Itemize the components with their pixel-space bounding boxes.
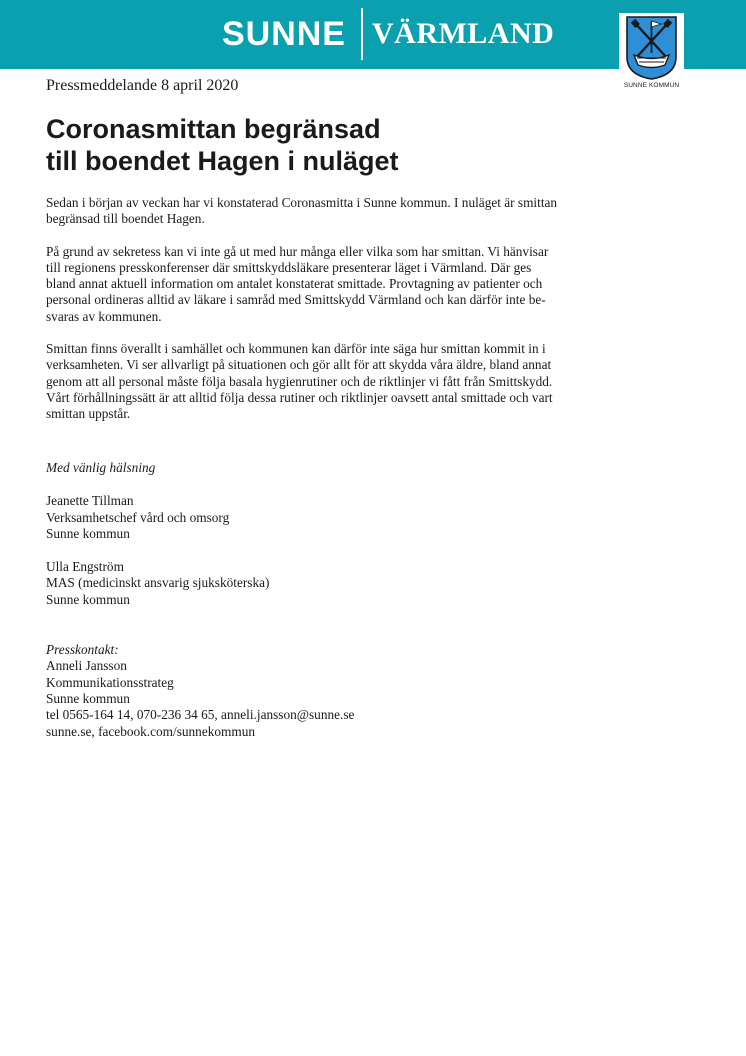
text-line: personal ordineras alltid av läkare i samråd med Smittskydd Värmland och kan därför inte be- bbox=[46, 292, 546, 308]
text-line: svaras av kommunen. bbox=[46, 308, 162, 324]
contact-name: Anneli Jansson bbox=[46, 658, 127, 674]
signatory-name: Ulla Engström bbox=[46, 559, 124, 575]
body-paragraph bbox=[46, 341, 606, 422]
signature-block bbox=[46, 460, 606, 740]
text-line: begränsad till boendet Hagen. bbox=[46, 211, 205, 227]
page-title bbox=[46, 113, 606, 177]
text-line: till regionens presskonferenser där smittskyddsläkare presenterar läget i Värmland. Där ges bbox=[46, 259, 532, 275]
title-line: Coronasmittan begränsad bbox=[46, 114, 381, 144]
signatory-org: Sunne kommun bbox=[46, 525, 130, 541]
municipal-crest bbox=[619, 13, 684, 93]
text-line: smittan uppstår. bbox=[46, 406, 131, 422]
body-paragraph bbox=[46, 195, 606, 228]
body-paragraph bbox=[46, 244, 606, 325]
press-release-body bbox=[46, 195, 606, 439]
signatory-name: Jeanette Tillman bbox=[46, 493, 134, 509]
press-contact-label: Presskontakt: bbox=[46, 642, 119, 658]
text-line: Sedan i början av veckan har vi konstaterad Coronasmitta i Sunne kommun. I nuläget är smittan bbox=[46, 195, 558, 210]
signatory-org: Sunne kommun bbox=[46, 591, 130, 607]
text-line: Smittan finns överallt i samhället och kommunen kan därför inte säga hur smittan kommit in i bbox=[46, 341, 546, 357]
spacer bbox=[46, 625, 606, 642]
contact-org: Sunne kommun bbox=[46, 690, 130, 706]
spacer bbox=[46, 476, 606, 493]
spacer bbox=[46, 542, 606, 559]
contact-title: Kommunikationsstrateg bbox=[46, 674, 174, 690]
press-release-date: Pressmeddelande 8 april 2020 bbox=[46, 77, 239, 94]
text-line: genom att all personal måste följa basala hygienrutiner och de riktlinjer vi fått från Smittskydd. bbox=[46, 373, 553, 389]
title-line: till boendet Hagen i nuläget bbox=[46, 146, 399, 176]
text-line: På grund av sekretess kan vi inte gå ut med hur många eller vilka som har smittan. Vi hänvisar bbox=[46, 243, 549, 259]
closing-greeting: Med vänlig hälsning bbox=[46, 460, 156, 475]
brand-sunne: SUNNE bbox=[221, 15, 346, 53]
brand-varmland: VÄRMLAND bbox=[372, 17, 555, 50]
contact-phone-email: tel 0565-164 14, 070-236 34 65, anneli.jansson@sunne.se bbox=[46, 707, 355, 723]
crest-caption: SUNNE KOMMUN bbox=[623, 82, 680, 89]
spacer bbox=[46, 608, 606, 625]
brand-divider bbox=[361, 8, 363, 60]
signatory-title: Verksamhetschef vård och omsorg bbox=[46, 509, 230, 525]
signatory-title: MAS (medicinskt ansvarig sjuksköterska) bbox=[46, 575, 270, 591]
text-line: bland annat aktuell information om antalet konstaterat smittade. Provtagning av patienter och bbox=[46, 276, 543, 292]
text-line: verksamheten. Vi ser allvarligt på situationen och gör allt för att skydda våra äldre, bland annat bbox=[46, 357, 552, 373]
contact-web: sunne.se, facebook.com/sunnekommun bbox=[46, 723, 256, 739]
crest-shield-icon bbox=[625, 15, 678, 81]
text-line: Vårt förhållningssätt är att alltid följa dessa rutiner och riktlinjer oavsett antal smittade och vart bbox=[46, 389, 553, 405]
